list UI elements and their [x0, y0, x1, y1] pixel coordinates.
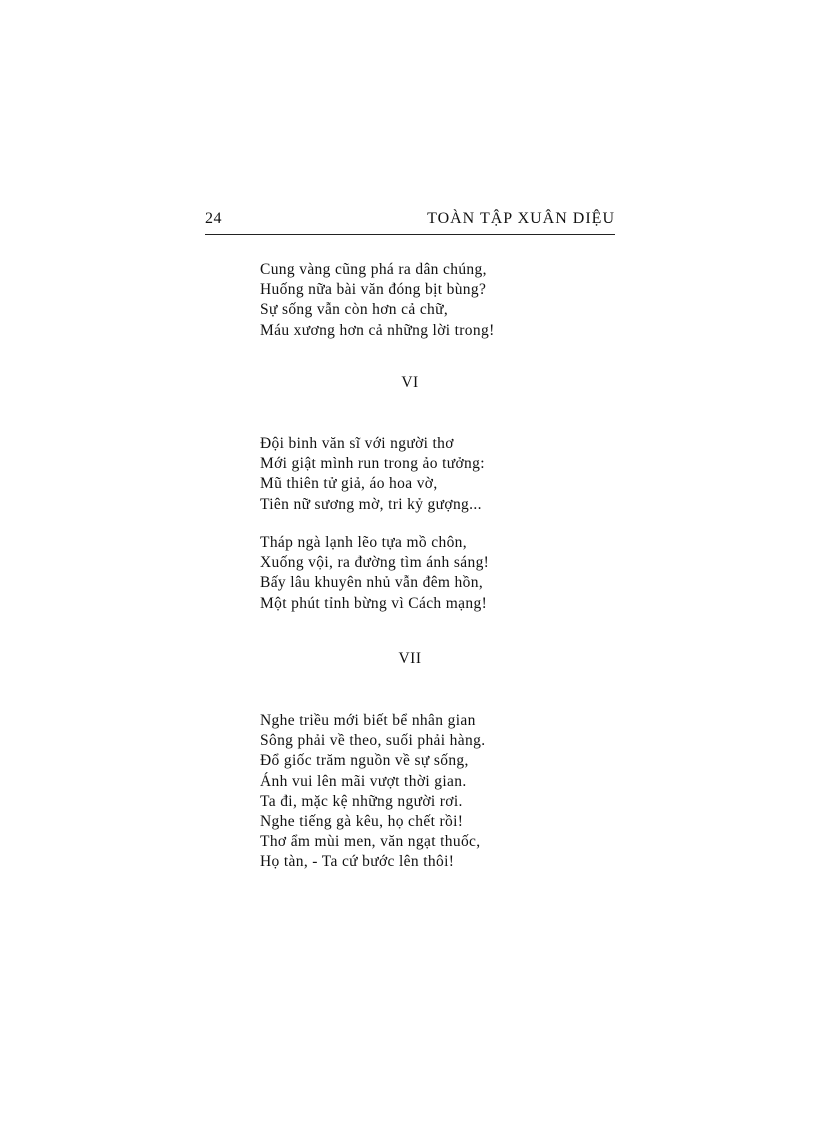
stanza-3 — [260, 533, 489, 614]
page-header — [205, 208, 615, 235]
verse-line: Một phút tỉnh bừng vì Cách mạng! — [260, 594, 488, 612]
verse-line: Nghe tiếng gà kêu, họ chết rồi! — [260, 812, 464, 830]
verse-line: Tháp ngà lạnh lẽo tựa mồ chôn, — [260, 534, 467, 551]
verse-line: Ánh vui lên mãi vượt thời gian. — [260, 772, 467, 790]
section-heading-vii: VII — [398, 650, 422, 667]
verse-line: Xuống vội, ra đường tìm ánh sáng! — [260, 554, 490, 572]
verse-line: Mũ thiên tử giả, áo hoa vờ, — [260, 475, 438, 493]
verse-line: Nghe triều mới biết bể nhân gian — [260, 712, 476, 729]
verse-line: Thơ ẩm mùi men, văn ngạt thuốc, — [260, 833, 481, 851]
verse-line: Máu xương hơn cả những lời trong! — [260, 321, 495, 339]
verse-line: Họ tàn, - Ta cứ bước lên thôi! — [260, 853, 455, 871]
verse-line: Tiên nữ sương mờ, tri kỷ gượng... — [260, 495, 482, 513]
verse-line: Đổ giốc trăm nguồn về sự sống, — [260, 752, 469, 770]
stanza-2 — [260, 434, 485, 515]
page-number: 24 — [205, 210, 222, 227]
verse-line: Đội binh văn sĩ với người thơ — [260, 435, 454, 452]
running-title: TOÀN TẬP XUÂN DIỆU — [427, 210, 615, 227]
stanza-4 — [260, 711, 485, 873]
verse-line: Sự sống vẫn còn hơn cả chữ, — [260, 301, 449, 319]
verse-line: Huống nữa bài văn đóng bịt bùng? — [260, 281, 487, 299]
verse-line: Sông phải về theo, suối phải hàng. — [260, 732, 486, 750]
section-heading-vi: VI — [401, 374, 419, 391]
stanza-1 — [260, 260, 495, 341]
verse-line: Ta đi, mặc kệ những người rơi. — [260, 792, 463, 810]
verse-line: Bấy lâu khuyên nhủ vẫn đêm hồn, — [260, 574, 484, 592]
verse-line: Mới giật mình run trong ảo tưởng: — [260, 455, 485, 473]
verse-line: Cung vàng cũng phá ra dân chúng, — [260, 261, 487, 278]
